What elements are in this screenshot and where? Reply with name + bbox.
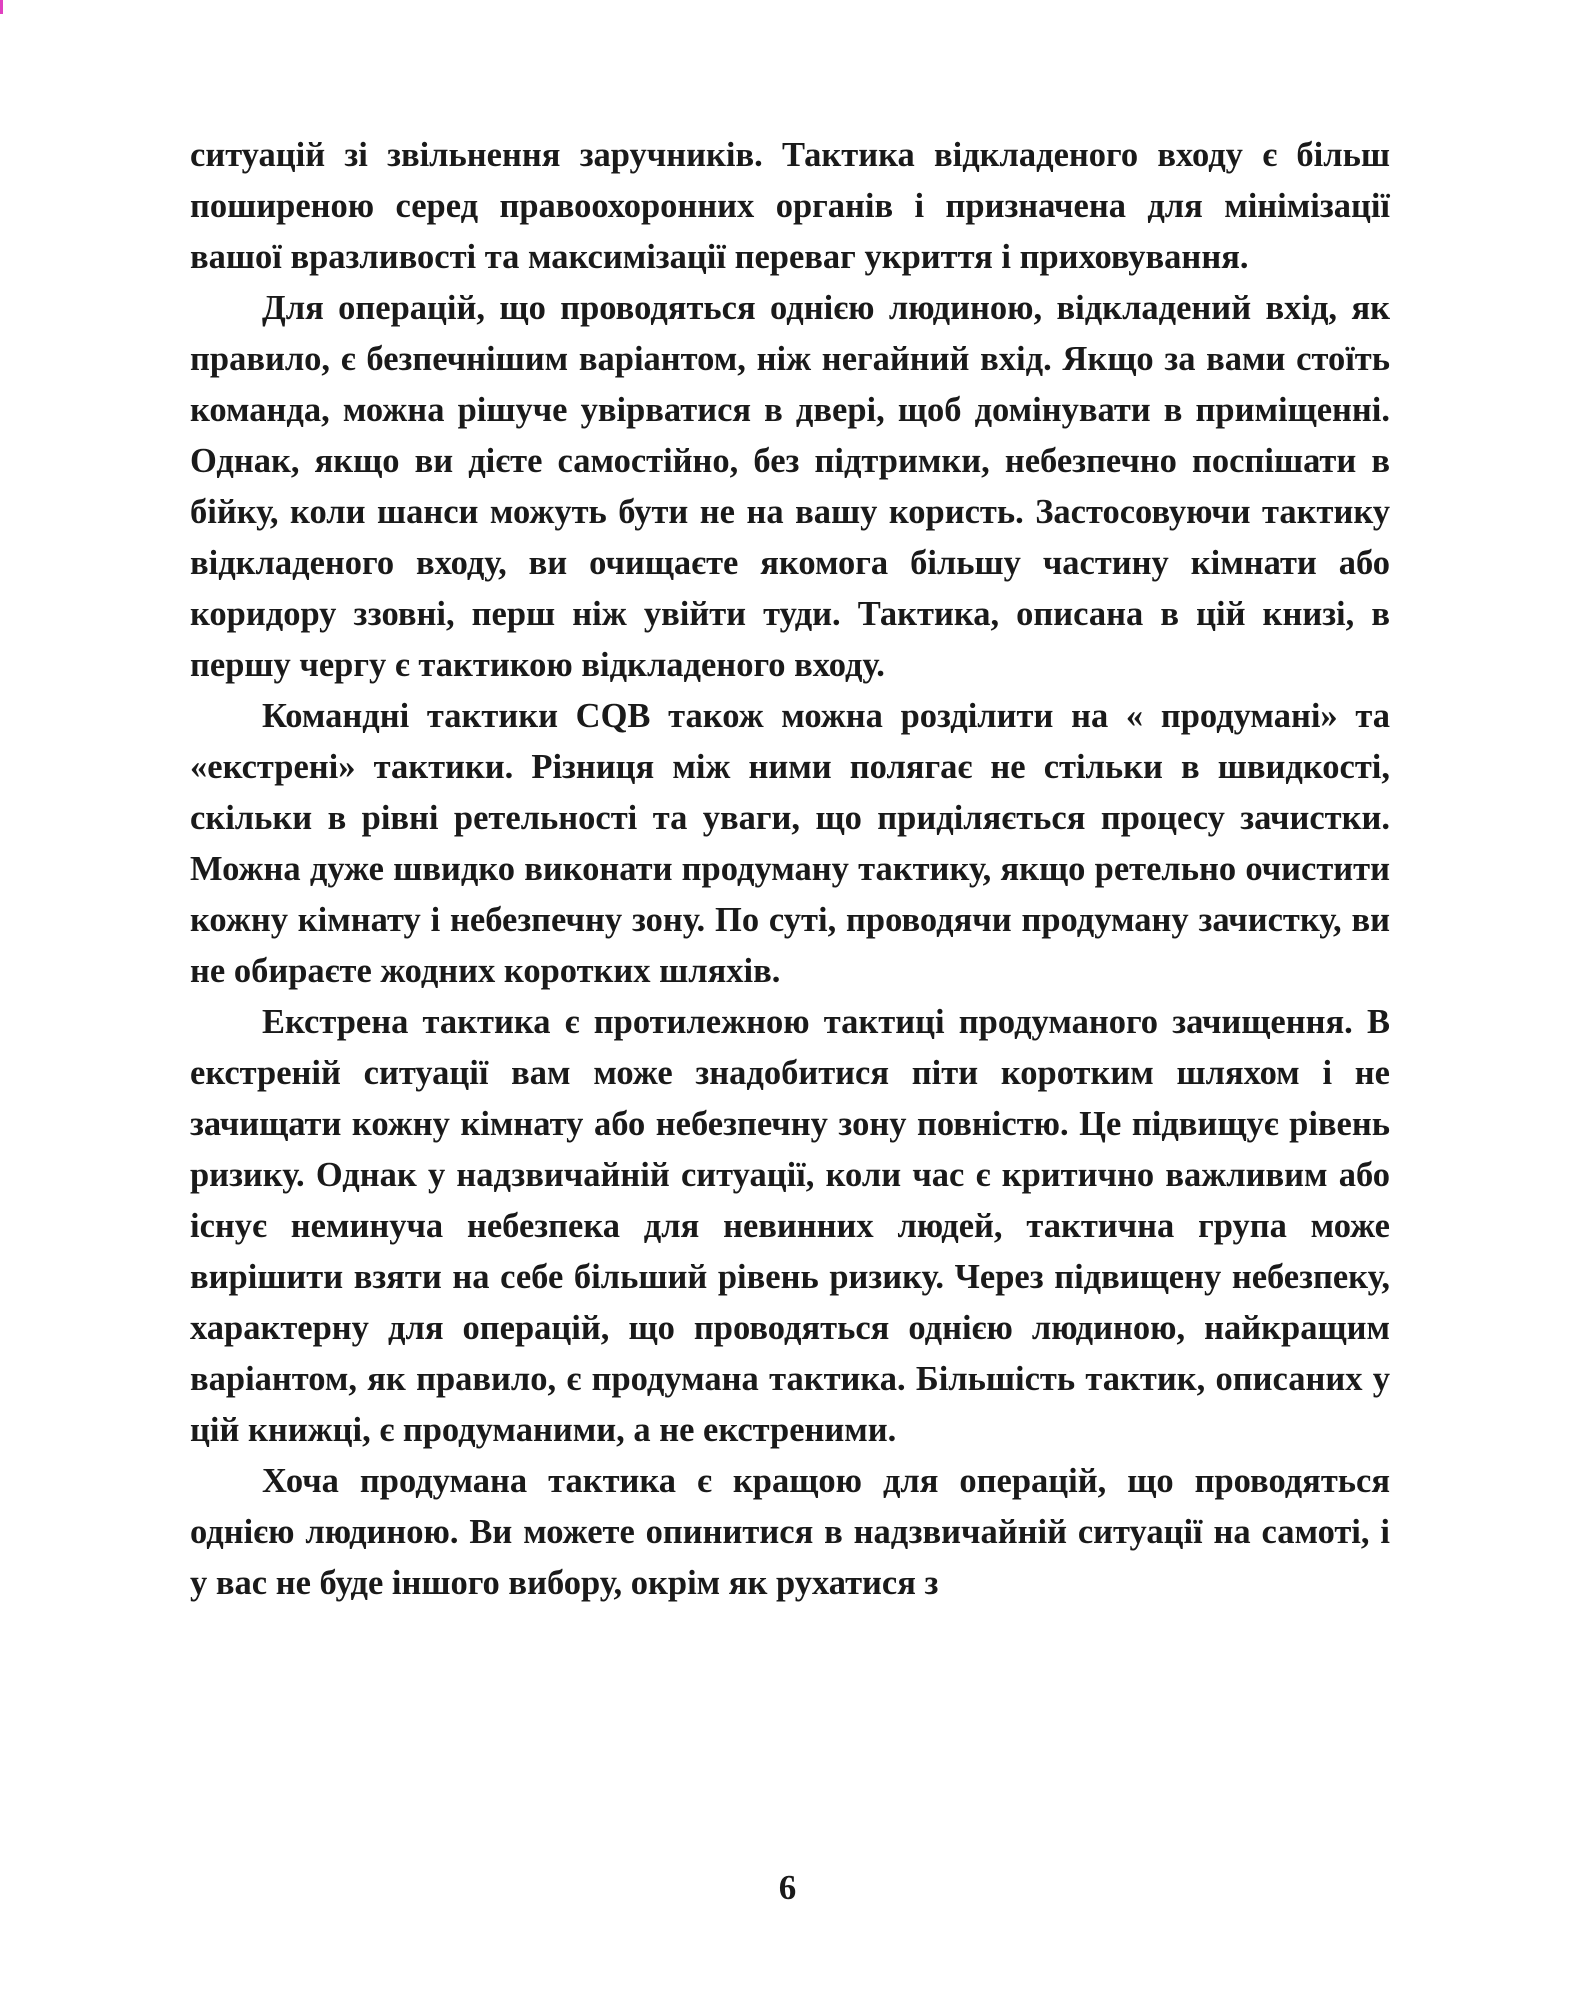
- paragraph-5: Хоча продумана тактика є кращою для операцій, що проводяться однією людиною. Ви можете опинитися в надзвичайній ситуації на самоті, і у вас не буде іншого вибору, окрім як рухатися з: [190, 1462, 1390, 1602]
- paragraph-1: ситуацій зі звільнення заручників. Тактика відкладеного входу є більш поширеною серед правоохоронних органів і призначена для мінімізації вашої вразливості та максимізації переваг укриття і приховування.: [190, 136, 1390, 276]
- paragraph-3: Командні тактики CQB також можна розділити на « продумані» та «екстрені» тактики. Різниця між ними полягає не стільки в швидкості, скільки в рівні ретельності та уваги, що приділяється процесу зачистки. Можна дуже швидко виконати продуману тактику, якщо ретельно очистити кожну кімнату і небезпечну зону. По суті, проводячи продуману зачистку, ви не обираєте жодних коротких шляхів.: [190, 697, 1390, 990]
- paragraph-4: Екстрена тактика є протилежною тактиці продуманого зачищення. В екстреній ситуації вам може знадобитися піти коротким шляхом і не зачищати кожну кімнату або небезпечну зону повністю. Це підвищує рівень ризику. Однак у надзвичайній ситуації, коли час є критично важливим або існує неминуча небезпека для невинних людей, тактична група може вирішити взяти на себе більший рівень ризику. Через підвищену небезпеку, характерну для операцій, що проводяться однією людиною, найкращим варіантом, як правило, є продумана тактика. Більшість тактик, описаних у цій книжці, є продуманими, а не екстреними.: [190, 1003, 1390, 1449]
- paragraph-2: Для операцій, що проводяться однією людиною, відкладений вхід, як правило, є безпечнішим варіантом, ніж негайний вхід. Якщо за вами стоїть команда, можна рішуче увірватися в двері, щоб домінувати в приміщенні. Однак, якщо ви дієте самостійно, без підтримки, небезпечно поспішати в бійку, коли шанси можуть бути не на вашу користь. Застосовуючи тактику відкладеного входу, ви очищаєте якомога більшу частину кімнати або коридору ззовні, перш ніж увійти туди. Тактика, описана в цій книзі, в першу чергу є тактикою відкладеного входу.: [190, 289, 1390, 684]
- body-text: [190, 130, 1390, 1609]
- page-number: 6: [778, 1868, 797, 1907]
- corner-scan-mark: [0, 0, 3, 14]
